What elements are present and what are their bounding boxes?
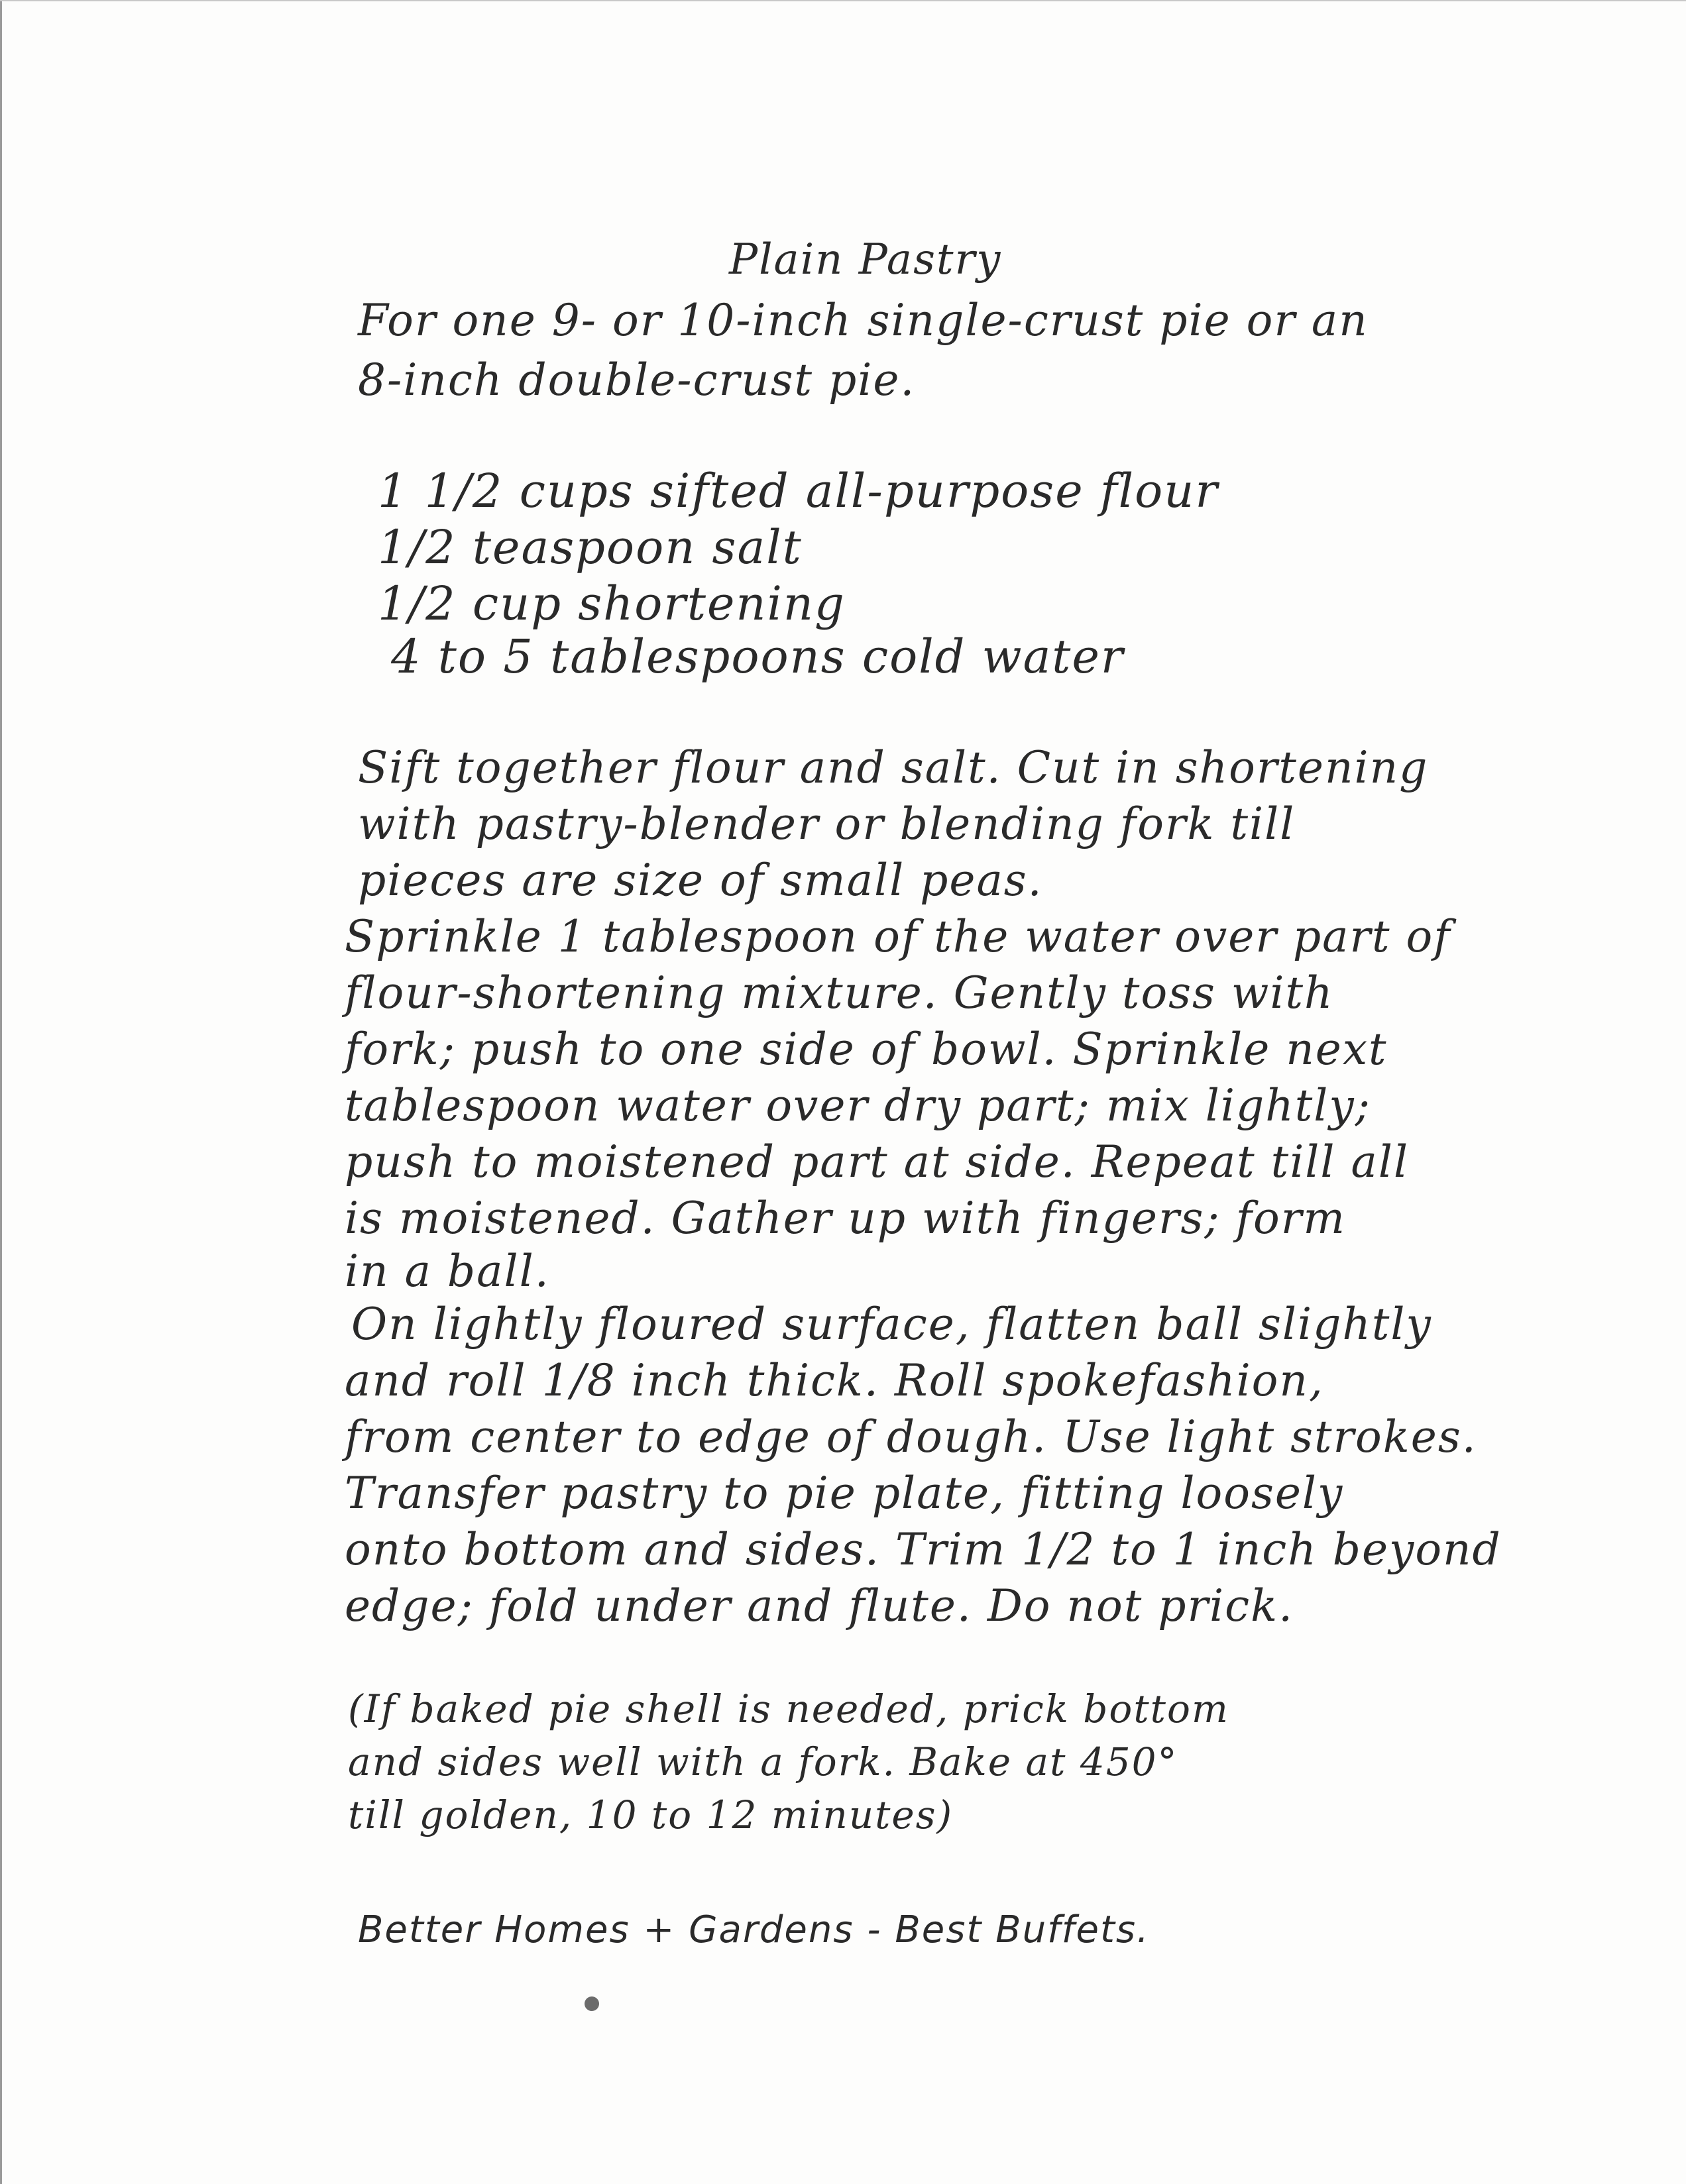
direction-line-7: tablespoon water over dry part; mix lightly; [345,1080,1371,1131]
direction-line-3: pieces are size of small peas. [358,855,1043,906]
yield-line-1: For one 9- or 10-inch single-crust pie or an [358,295,1369,346]
note-line-3: till golden, 10 to 12 minutes) [348,1792,954,1837]
ingredient-4: 4 to 5 tablespoons cold water [391,629,1125,684]
direction-line-12: and roll 1/8 inch thick. Roll spokefashion, [345,1355,1324,1406]
direction-line-14: Transfer pastry to pie plate, fitting loosely [345,1468,1344,1519]
direction-line-5: flour-shortening mixture. Gently toss with [345,967,1334,1018]
direction-line-2: with pastry-blender or blending fork till [358,798,1296,849]
direction-line-13: from center to edge of dough. Use light strokes. [345,1411,1477,1462]
note-line-2: and sides well with a fork. Bake at 450° [348,1739,1178,1784]
yield-line-2: 8-inch double-crust pie. [358,355,916,406]
ink-smudge [585,1996,599,2011]
direction-line-15: onto bottom and sides. Trim 1/2 to 1 inch beyond [345,1524,1502,1575]
ingredient-2: 1/2 teaspoon salt [378,520,803,574]
recipe-source: Better Homes + Gardens - Best Buffets. [358,1908,1150,1951]
note-line-1: (If baked pie shell is needed, prick bottom [348,1686,1229,1731]
direction-line-16: edge; fold under and flute. Do not prick. [345,1580,1294,1631]
direction-line-10: in a ball. [345,1246,550,1297]
direction-line-9: is moistened. Gather up with fingers; form [345,1193,1346,1244]
scan-edge-top [0,0,1686,1]
direction-line-1: Sift together flour and salt. Cut in shortening [358,742,1429,793]
recipe-title: Plain Pastry [729,235,1002,284]
direction-line-8: push to moistened part at side. Repeat till all [345,1136,1410,1187]
direction-line-11: On lightly floured surface, flatten ball slightly [351,1299,1432,1350]
direction-line-4: Sprinkle 1 tablespoon of the water over part of [345,911,1451,962]
direction-line-6: fork; push to one side of bowl. Sprinkle next [345,1024,1388,1075]
ingredient-3: 1/2 cup shortening [378,576,846,631]
ingredient-1: 1 1/2 cups sifted all-purpose flour [378,464,1219,518]
scan-edge-left [0,0,2,2184]
